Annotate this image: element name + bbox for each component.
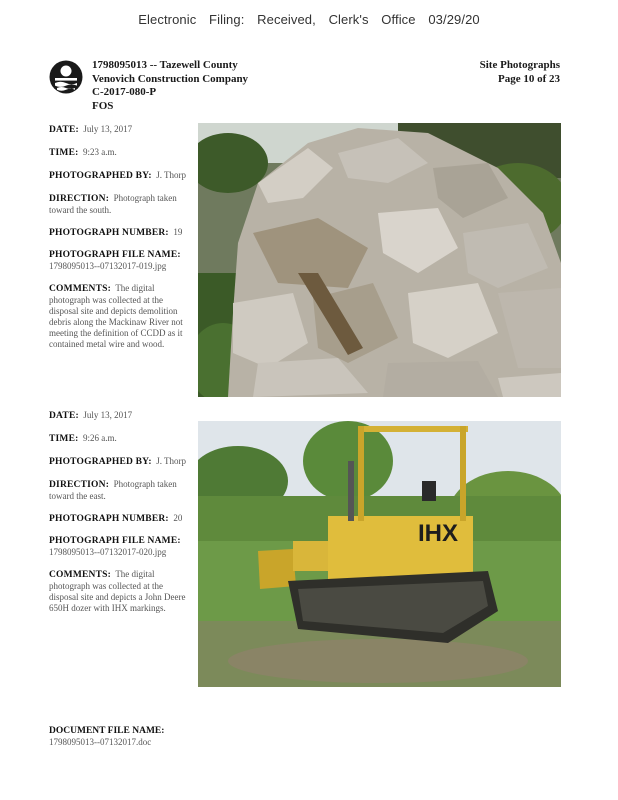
comments-field: COMMENTS: The digital photograph was collected at the disposal site and depicts a John Deere 650H dozer with IHX markings. <box>49 569 186 613</box>
unit-line: FOS <box>92 99 114 112</box>
document-file-name: DOCUMENT FILE NAME: 1798095013--07132017.doc <box>49 726 165 747</box>
site-photo-dozer <box>198 421 561 687</box>
page-number: Page 10 of 23 <box>497 72 560 85</box>
filing-stamp: Electronic Filing: Received, Clerk's Office 03/29/20 <box>138 12 480 27</box>
photo-metadata <box>49 410 189 625</box>
photo-file-field: PHOTOGRAPH FILE NAME: 1798095013--07132017-020.jpg <box>49 536 181 557</box>
date-field: DATE: July 13, 2017 <box>49 410 133 421</box>
photographer-field: PHOTOGRAPHED BY: J. Thorp <box>49 170 187 181</box>
date-field: DATE: July 13, 2017 <box>49 124 133 135</box>
time-field: TIME: 9:23 a.m. <box>49 147 117 158</box>
photo-number-field: PHOTOGRAPH NUMBER: 19 <box>49 227 183 238</box>
direction-field: DIRECTION: Photograph taken toward the south. <box>49 193 177 215</box>
photographer-field: PHOTOGRAPHED BY: J. Thorp <box>49 456 187 467</box>
photo-metadata <box>49 124 189 361</box>
site-header <box>92 59 248 113</box>
time-field: TIME: 9:26 a.m. <box>49 433 117 444</box>
comments-field: COMMENTS: The digital photograph was collected at the disposal site and depicts demolition debris along the Mackinaw River not meeting the definition of CCDD as it contained metal wire and wood. <box>49 283 183 349</box>
photo-file-field: PHOTOGRAPH FILE NAME: 1798095013--07132017-019.jpg <box>49 250 181 271</box>
page-header <box>480 59 560 86</box>
agency-logo-icon <box>49 60 83 94</box>
case-number-line: C-2017-080-P <box>92 86 157 98</box>
photo-number-field: PHOTOGRAPH NUMBER: 20 <box>49 513 183 524</box>
site-photo-rock-pile <box>198 123 561 397</box>
site-id-line: 1798095013 -- Tazewell County <box>92 59 238 71</box>
report-title: Site Photographs <box>479 59 560 71</box>
dozer-marking: IHX <box>418 520 459 547</box>
company-line: Venovich Construction Company <box>92 72 249 85</box>
direction-field: DIRECTION: Photograph taken toward the east. <box>49 479 177 501</box>
